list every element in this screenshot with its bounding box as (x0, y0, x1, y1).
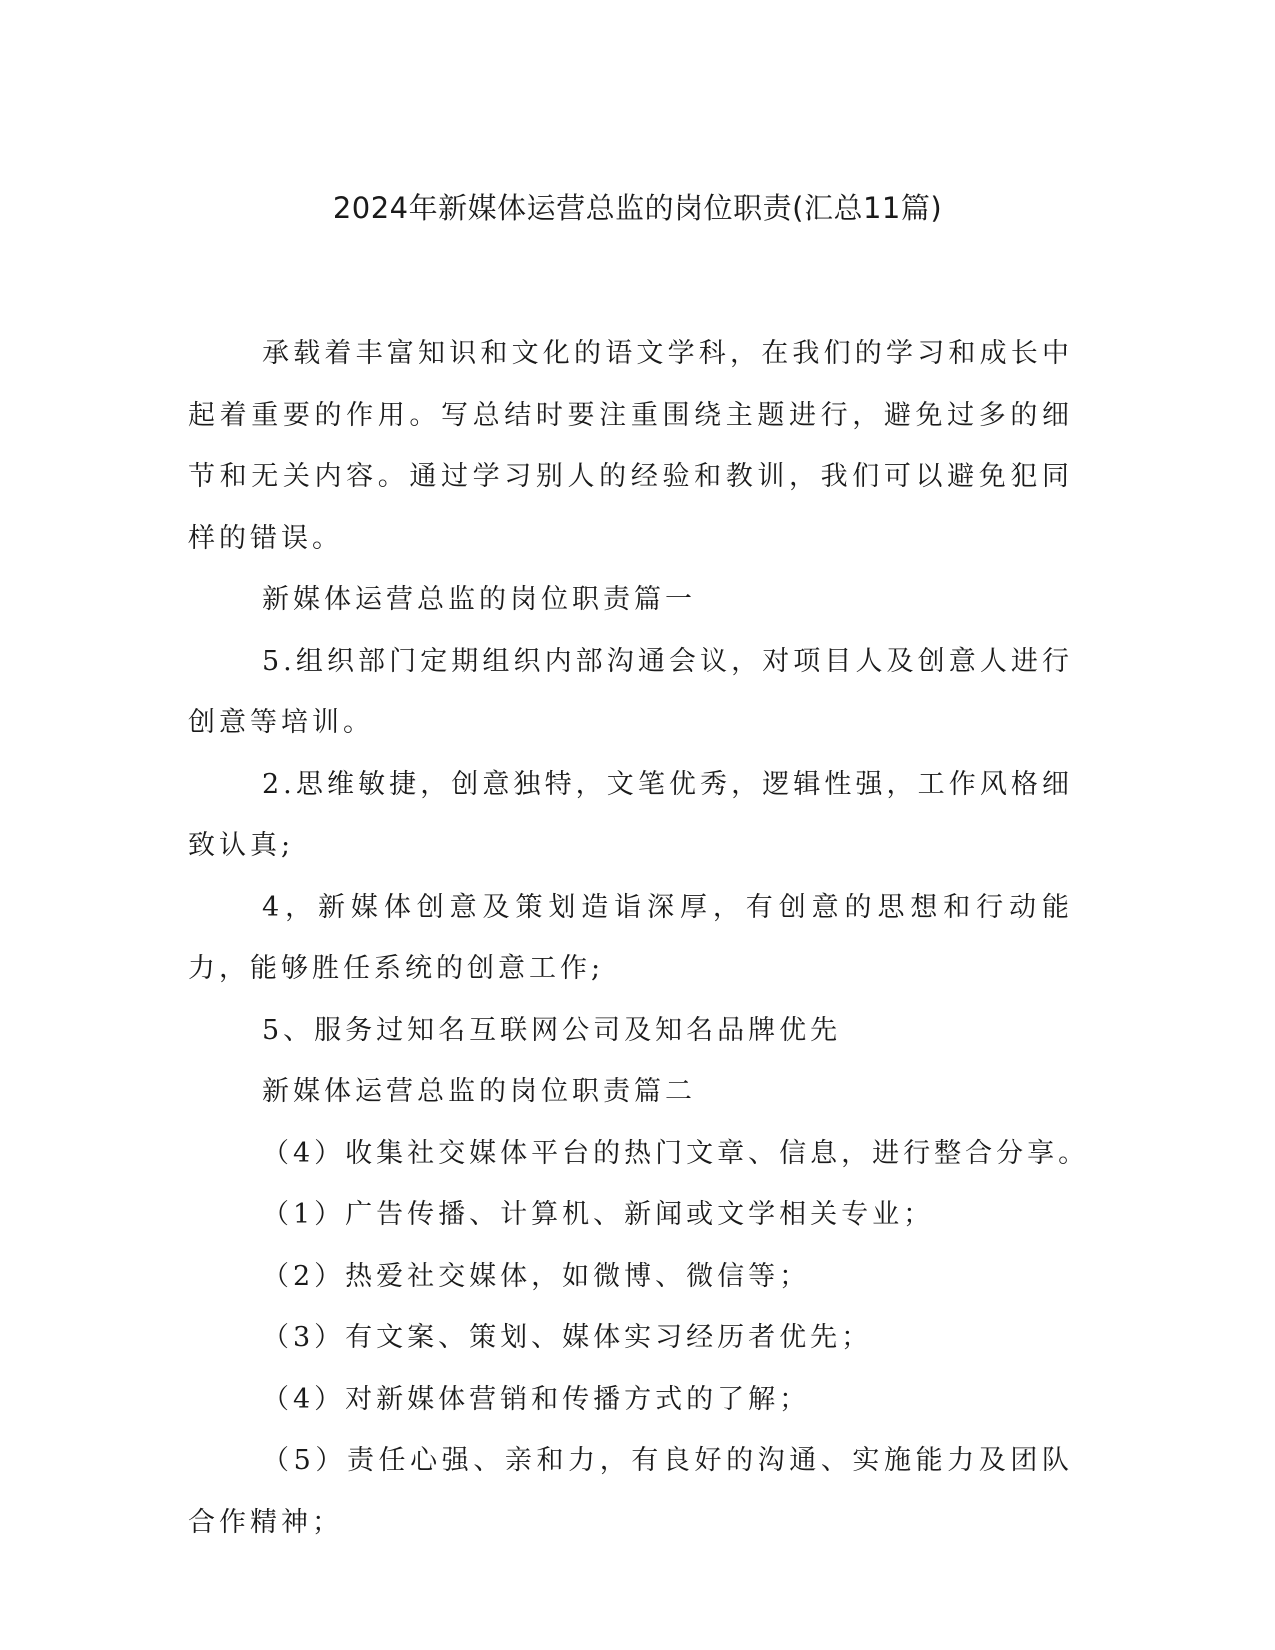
paragraph: 4，新媒体创意及策划造诣深厚，有创意的思想和行动能力，能够胜任系统的创意工作; (188, 891, 1073, 984)
paragraph: 2.思维敏捷，创意独特，文笔优秀，逻辑性强，工作风格细致认真; (188, 768, 1073, 861)
list-item: （3）有文案、策划、媒体实习经历者优先； (262, 1322, 873, 1353)
list-item: （5）责任心强、亲和力，有良好的沟通、实施能力及团队合作精神； (188, 1445, 1073, 1538)
document-body (188, 323, 1090, 1553)
list-item: （1）广告传播、计算机、新闻或文学相关专业； (262, 1199, 935, 1230)
list-item: （2）热爱社交媒体，如微博、微信等； (262, 1260, 811, 1292)
paragraph: 5、服务过知名互联网公司及知名品牌优先 (262, 1014, 842, 1046)
list-item: （4）对新媒体营销和传播方式的了解； (262, 1383, 811, 1415)
paragraph: 5.组织部门定期组织内部沟通会议，对项目人及创意人进行创意等培训。 (188, 645, 1073, 738)
list-item: （4）收集社交媒体平台的热门文章、信息，进行整合分享。 (262, 1137, 1090, 1169)
intro-paragraph: 承载着丰富知识和文化的语文学科，在我们的学习和成长中起着重要的作用。写总结时要注重围绕主题进行，避免过多的细节和无关内容。通过学习别人的经验和教训，我们可以避免犯同样的错误。 (188, 338, 1073, 554)
section-heading-1: 新媒体运营总监的岗位职责篇一 (262, 584, 696, 615)
document-title: 2024年新媒体运营总监的岗位职责(汇总11篇) (332, 191, 943, 225)
section-heading-2: 新媒体运营总监的岗位职责篇二 (262, 1076, 696, 1107)
